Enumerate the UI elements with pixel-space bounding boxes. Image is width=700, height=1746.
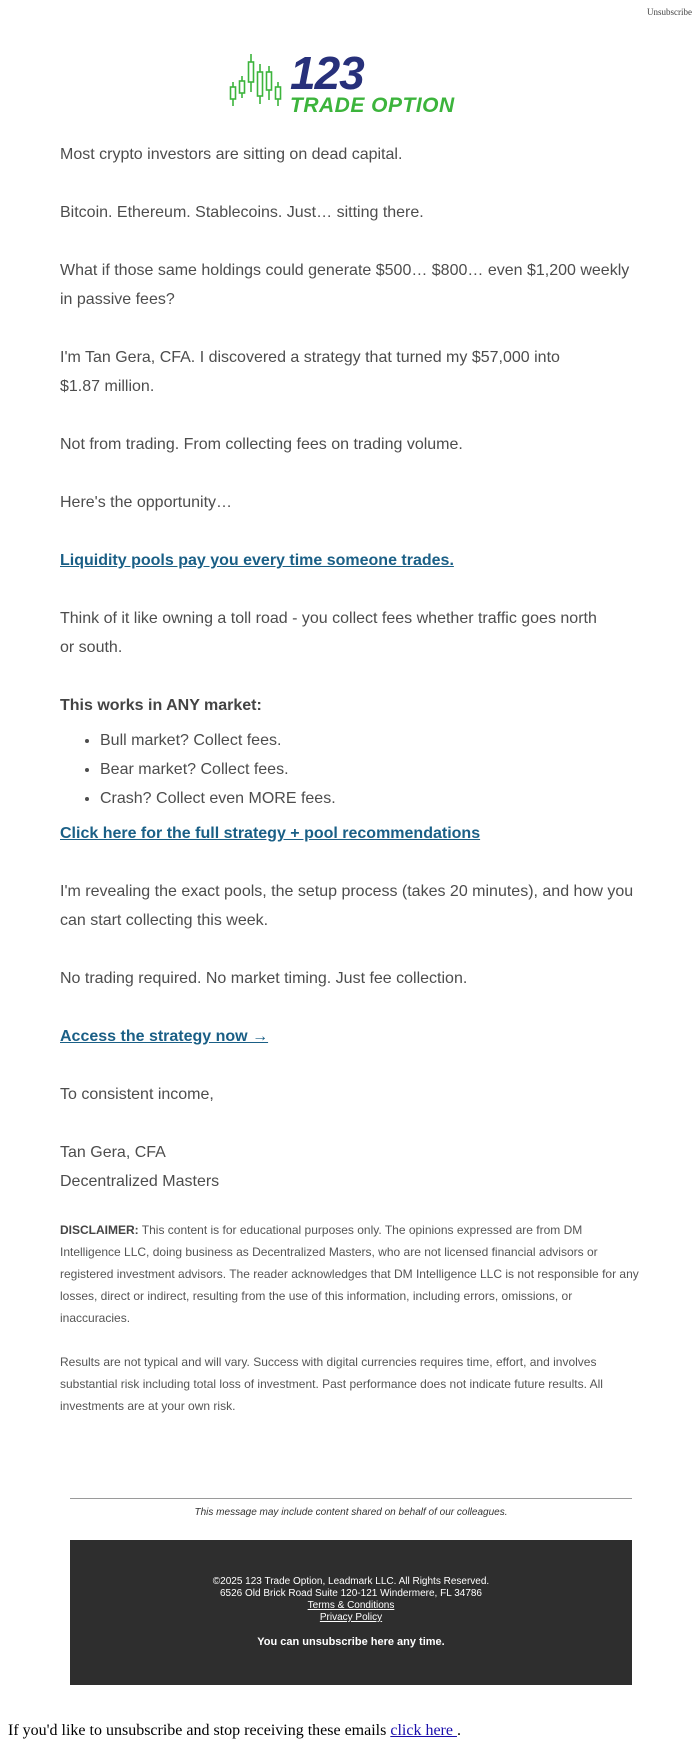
candlestick-icon xyxy=(229,54,289,116)
brand-logo xyxy=(225,47,475,124)
disclaimer-label: DISCLAIMER: xyxy=(60,1223,139,1237)
logo-number: 123 xyxy=(290,47,364,99)
logo-wordmark: TRADE OPTION xyxy=(290,94,455,117)
disclaimer xyxy=(60,1219,642,1329)
address: 6526 Old Brick Road Suite 120-121 Windermere, FL 34786 xyxy=(220,1588,482,1599)
list-item: • Crash? Collect even MORE fees. xyxy=(100,784,642,813)
access-strategy-link[interactable]: Access the strategy now → xyxy=(60,1028,269,1045)
bottom-text: If you'd like to unsubscribe and stop receiving these emails xyxy=(8,1722,391,1739)
unsubscribe-link-top[interactable]: Unsubscribe xyxy=(647,7,692,17)
signoff: To consistent income, xyxy=(60,1086,214,1103)
colleagues-note: This message may include content shared on behalf of our colleagues. xyxy=(194,1507,508,1518)
disclaimer-text: This content is for educational purposes only. The opinions expressed are from DM Intelligence LLC, doing business as Decentralized Masters, who are not licensed financial advisors or registered investment advisors. The reader acknowledges that DM Intelligence LLC is not responsible for any losses, direct or indirect, resulting from the use of this information, including errors, omissions, or inaccuracies. xyxy=(60,1223,639,1325)
signature-name: Tan Gera, CFA xyxy=(60,1144,166,1161)
paragraph: Not from trading. From collecting fees on trading volume. xyxy=(60,436,463,453)
paragraph: No trading required. No market timing. Just fee collection. xyxy=(60,970,468,987)
list-item: • Bull market? Collect fees. xyxy=(100,726,642,755)
liquidity-pools-link[interactable]: Liquidity pools pay you every time someone trades. xyxy=(60,552,454,569)
footer-unsubscribe-text[interactable]: You can unsubscribe here any time. xyxy=(257,1636,445,1648)
click-here-link[interactable]: click here xyxy=(390,1722,457,1739)
paragraph: Here's the opportunity… xyxy=(60,494,233,511)
full-strategy-link[interactable]: Click here for the full strategy + pool recommendations xyxy=(60,825,481,842)
paragraph: Most crypto investors are sitting on dead capital. xyxy=(60,146,403,163)
privacy-link[interactable]: Privacy Policy xyxy=(319,1612,383,1623)
terms-link[interactable]: Terms & Conditions xyxy=(307,1600,395,1611)
copyright: ©2025 123 Trade Option, Leadmark LLC. All Rights Reserved. xyxy=(212,1576,490,1587)
list-item: • Bear market? Collect fees. xyxy=(100,755,642,784)
footer xyxy=(70,1540,632,1685)
bottom-unsubscribe xyxy=(8,1722,461,1740)
market-list xyxy=(60,726,642,813)
paragraph: I'm revealing the exact pools, the setup process (takes 20 minutes), and how you can start collecting this week. xyxy=(60,883,634,929)
paragraph: I'm Tan Gera, CFA. I discovered a strategy that turned my $57,000 into $1.87 million. xyxy=(60,349,560,395)
divider xyxy=(70,1498,632,1499)
paragraph: Think of it like owning a toll road - you collect fees whether traffic goes north or south. xyxy=(60,610,597,656)
paragraph: Bitcoin. Ethereum. Stablecoins. Just… sitting there. xyxy=(60,204,424,221)
bottom-period: . xyxy=(456,1722,461,1739)
signature-org: Decentralized Masters xyxy=(60,1173,220,1190)
email-body xyxy=(60,140,642,1417)
disclaimer-risk: Results are not typical and will vary. Success with digital currencies requires time, effort, and involves substantial risk including total loss of investment. Past performance does not indicate future results. All investments are at your own risk. xyxy=(60,1355,603,1413)
paragraph: What if those same holdings could generate $500… $800… even $1,200 weekly in passive fees? xyxy=(60,262,630,308)
market-heading: This works in ANY market: xyxy=(60,697,262,714)
